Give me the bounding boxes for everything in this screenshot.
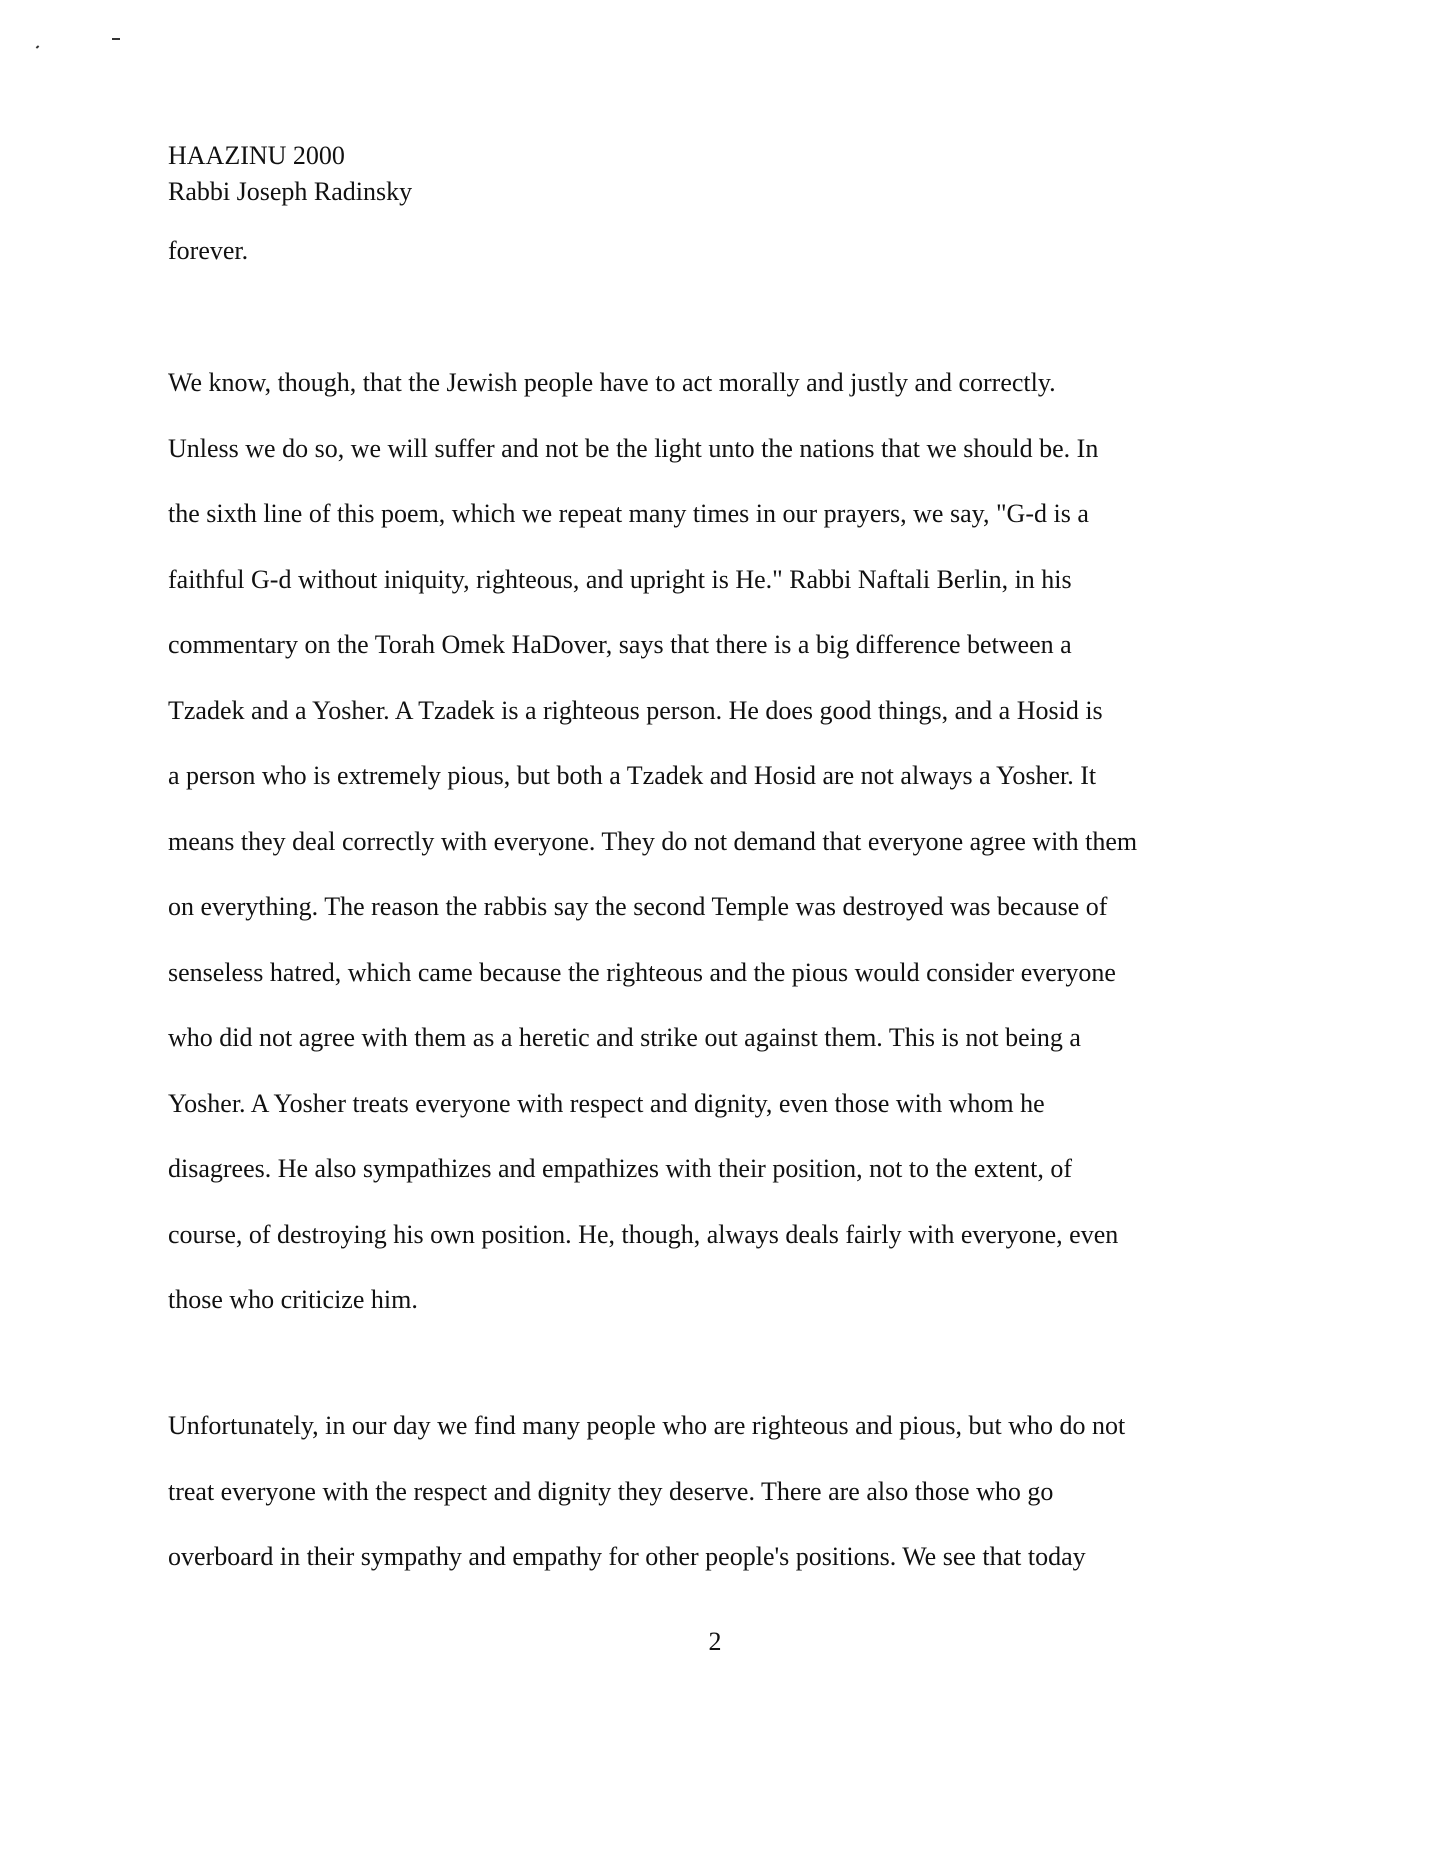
paragraph-2 bbox=[168, 1408, 1288, 1605]
text-line: who did not agree with them as a heretic and strike out against them. This is not being a bbox=[168, 1023, 1081, 1052]
text-line: the sixth line of this poem, which we repeat many times in our prayers, we say, "G-d is a bbox=[168, 499, 1089, 528]
text-line: overboard in their sympathy and empathy for other people's positions. We see that today bbox=[168, 1542, 1086, 1571]
page-number: 2 bbox=[708, 1627, 722, 1656]
document-author: Rabbi Joseph Radinsky bbox=[168, 177, 413, 206]
paragraph-1 bbox=[168, 365, 1288, 1348]
text-line: on everything. The reason the rabbis say the second Temple was destroyed was because of bbox=[168, 892, 1108, 921]
text-line: treat everyone with the respect and dignity they deserve. There are also those who go bbox=[168, 1476, 1054, 1506]
text-line: course, of destroying his own position. He, though, always deals fairly with everyone, even bbox=[168, 1219, 1119, 1249]
text-line: We know, though, that the Jewish people have to act morally and justly and correctly. bbox=[168, 368, 1056, 397]
document-title: HAAZINU 2000 bbox=[168, 141, 345, 170]
text-line: means they deal correctly with everyone. They do not demand that everyone agree with them bbox=[168, 826, 1138, 856]
text-line: senseless hatred, which came because the righteous and the pious would consider everyone bbox=[168, 957, 1116, 987]
text-line: disagrees. He also sympathizes and empathizes with their position, not to the extent, of bbox=[168, 1154, 1073, 1183]
continued-text: forever. bbox=[168, 236, 249, 265]
text-line: Tzadek and a Yosher. A Tzadek is a righteous person. He does good things, and a Hosid is bbox=[168, 695, 1103, 725]
text-line: commentary on the Torah Omek HaDover, says that there is a big difference between a bbox=[168, 630, 1072, 659]
document-header bbox=[168, 138, 412, 210]
text-line: Yosher. A Yosher treats everyone with respect and dignity, even those with whom he bbox=[168, 1088, 1045, 1118]
text-line: Unless we do so, we will suffer and not be the light unto the nations that we should be. In bbox=[168, 433, 1099, 463]
scan-artifact bbox=[112, 38, 120, 40]
text-line: Unfortunately, in our day we find many people who are righteous and pious, but who do not bbox=[168, 1411, 1126, 1440]
text-line: those who criticize him. bbox=[168, 1285, 418, 1314]
scan-artifact bbox=[36, 45, 40, 48]
text-line: a person who is extremely pious, but both a Tzadek and Hosid are not always a Yosher. It bbox=[168, 761, 1097, 790]
text-line: faithful G-d without iniquity, righteous, and upright is He." Rabbi Naftali Berlin, in his bbox=[168, 564, 1072, 594]
